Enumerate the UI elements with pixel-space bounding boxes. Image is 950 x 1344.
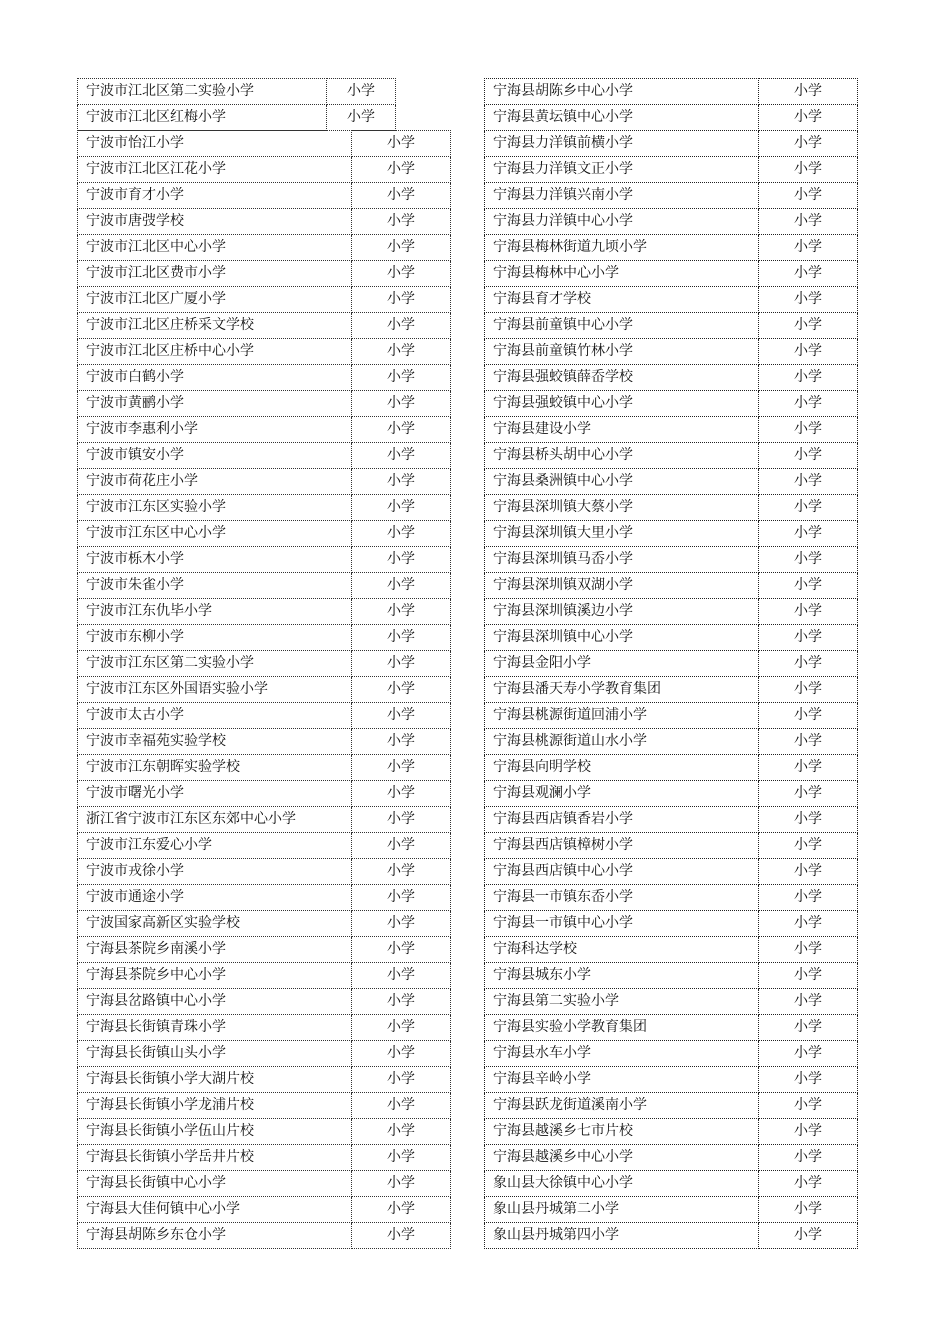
school-name-cell: 宁海县长街镇中心小学	[78, 1171, 352, 1197]
school-type-cell: 小学	[759, 625, 858, 651]
school-name-cell: 宁海县深圳镇双湖小学	[485, 573, 759, 599]
table-row	[485, 235, 858, 261]
table-row	[485, 1197, 858, 1223]
table-row	[485, 313, 858, 339]
school-name-cell: 宁波市曙光小学	[78, 781, 352, 807]
school-type-cell: 小学	[759, 209, 858, 235]
school-type-cell: 小学	[759, 131, 858, 157]
school-name-cell: 宁海县前童镇竹林小学	[485, 339, 759, 365]
school-type-cell: 小学	[759, 1041, 858, 1067]
table-row	[78, 1119, 451, 1145]
school-name-cell: 宁海县茶院乡中心小学	[78, 963, 352, 989]
school-type-cell: 小学	[352, 885, 451, 911]
school-name-cell: 宁海县实验小学教育集团	[485, 1015, 759, 1041]
right-school-table	[484, 78, 858, 1249]
table-row	[485, 1067, 858, 1093]
table-row	[78, 521, 451, 547]
school-name-cell: 宁海县梅林中心小学	[485, 261, 759, 287]
table-row	[78, 937, 451, 963]
school-name-cell: 宁海县西店镇中心小学	[485, 859, 759, 885]
school-name-cell: 宁波市荷花庄小学	[78, 469, 352, 495]
school-name-cell: 宁波市江东仇毕小学	[78, 599, 352, 625]
school-name-cell: 宁海县一市镇东岙小学	[485, 885, 759, 911]
school-type-cell: 小学	[759, 287, 858, 313]
left-school-body	[78, 131, 451, 1249]
table-row	[485, 703, 858, 729]
school-type-cell: 小学	[759, 235, 858, 261]
table-row	[78, 209, 451, 235]
school-name-cell: 宁波市幸福苑实验学校	[78, 729, 352, 755]
school-name-cell: 宁波市朱雀小学	[78, 573, 352, 599]
school-type-cell: 小学	[759, 1171, 858, 1197]
school-name-cell: 象山县丹城第二小学	[485, 1197, 759, 1223]
table-row	[485, 521, 858, 547]
table-row	[78, 235, 451, 261]
table-row	[485, 365, 858, 391]
school-name-cell: 宁波市江东区中心小学	[78, 521, 352, 547]
table-row	[78, 313, 451, 339]
table-row	[485, 261, 858, 287]
school-type-cell: 小学	[759, 469, 858, 495]
table-row	[485, 1041, 858, 1067]
school-type-cell: 小学	[352, 469, 451, 495]
table-row	[78, 781, 451, 807]
school-type-cell: 小学	[759, 729, 858, 755]
table-row	[78, 703, 451, 729]
table-row	[78, 79, 396, 105]
school-name-cell: 宁海县长街镇小学龙浦片校	[78, 1093, 352, 1119]
school-type-cell: 小学	[352, 833, 451, 859]
table-row	[485, 209, 858, 235]
school-name-cell: 宁海县力洋镇前横小学	[485, 131, 759, 157]
school-name-cell: 象山县大徐镇中心小学	[485, 1171, 759, 1197]
school-name-cell: 宁海县深圳镇溪边小学	[485, 599, 759, 625]
table-row	[78, 131, 451, 157]
table-row	[485, 1093, 858, 1119]
left-school-table	[77, 130, 451, 1249]
school-type-cell: 小学	[352, 183, 451, 209]
school-type-cell: 小学	[759, 703, 858, 729]
school-type-cell: 小学	[759, 911, 858, 937]
school-name-cell: 宁波市江北区第二实验小学	[78, 79, 327, 105]
school-name-cell: 宁波市江北区庄桥中心小学	[78, 339, 352, 365]
left-header-table	[77, 78, 396, 131]
school-name-cell: 宁海县胡陈乡东仓小学	[78, 1223, 352, 1249]
school-name-cell: 宁海县深圳镇马岙小学	[485, 547, 759, 573]
school-name-cell: 宁海县力洋镇兴南小学	[485, 183, 759, 209]
school-type-cell: 小学	[352, 859, 451, 885]
school-type-cell: 小学	[759, 963, 858, 989]
school-name-cell: 宁波市通途小学	[78, 885, 352, 911]
school-type-cell: 小学	[759, 781, 858, 807]
school-name-cell: 宁波市江北区广厦小学	[78, 287, 352, 313]
right-school-body	[485, 79, 858, 1249]
table-row	[78, 157, 451, 183]
table-row	[78, 599, 451, 625]
table-row	[78, 1015, 451, 1041]
table-row	[485, 573, 858, 599]
table-row	[485, 391, 858, 417]
school-type-cell: 小学	[759, 183, 858, 209]
school-type-cell: 小学	[352, 1041, 451, 1067]
school-type-cell: 小学	[759, 1067, 858, 1093]
school-name-cell: 宁波市江北区江花小学	[78, 157, 352, 183]
school-type-cell: 小学	[352, 1171, 451, 1197]
school-name-cell: 宁波国家高新区实验学校	[78, 911, 352, 937]
school-name-cell: 宁海县力洋镇文正小学	[485, 157, 759, 183]
school-name-cell: 宁海县西店镇樟树小学	[485, 833, 759, 859]
school-name-cell: 宁海县大佳何镇中心小学	[78, 1197, 352, 1223]
table-row	[78, 469, 451, 495]
school-type-cell: 小学	[352, 729, 451, 755]
school-name-cell: 宁波市江东区外国语实验小学	[78, 677, 352, 703]
school-name-cell: 宁海县向明学校	[485, 755, 759, 781]
table-row	[78, 1223, 451, 1249]
table-row	[485, 651, 858, 677]
school-type-cell: 小学	[352, 157, 451, 183]
table-row	[485, 417, 858, 443]
school-type-cell: 小学	[759, 105, 858, 131]
school-type-cell: 小学	[759, 1223, 858, 1249]
school-type-cell: 小学	[352, 651, 451, 677]
school-type-cell: 小学	[759, 885, 858, 911]
school-name-cell: 宁海县桑洲镇中心小学	[485, 469, 759, 495]
school-name-cell: 宁海县城东小学	[485, 963, 759, 989]
school-name-cell: 宁海县胡陈乡中心小学	[485, 79, 759, 105]
table-row	[485, 833, 858, 859]
table-row	[485, 781, 858, 807]
school-type-cell: 小学	[759, 417, 858, 443]
table-row	[485, 1119, 858, 1145]
table-row	[78, 963, 451, 989]
table-row	[485, 1223, 858, 1249]
left-header-body	[78, 79, 396, 131]
school-type-cell: 小学	[352, 807, 451, 833]
table-row	[485, 859, 858, 885]
school-name-cell: 宁海县桥头胡中心小学	[485, 443, 759, 469]
school-type-cell: 小学	[352, 573, 451, 599]
table-row	[485, 677, 858, 703]
school-name-cell: 宁波市戎徐小学	[78, 859, 352, 885]
table-row	[78, 287, 451, 313]
school-type-cell: 小学	[352, 313, 451, 339]
school-name-cell: 宁海县辛岭小学	[485, 1067, 759, 1093]
table-row	[485, 547, 858, 573]
table-row	[78, 651, 451, 677]
school-name-cell: 宁波市黄鹂小学	[78, 391, 352, 417]
school-type-cell: 小学	[352, 989, 451, 1015]
school-name-cell: 宁海县深圳镇中心小学	[485, 625, 759, 651]
school-name-cell: 宁波市江东区第二实验小学	[78, 651, 352, 677]
school-name-cell: 宁海县越溪乡七市片校	[485, 1119, 759, 1145]
table-row	[485, 183, 858, 209]
school-name-cell: 宁波市江北区中心小学	[78, 235, 352, 261]
school-type-cell: 小学	[352, 599, 451, 625]
school-type-cell: 小学	[352, 1067, 451, 1093]
school-name-cell: 宁海县深圳镇大蔡小学	[485, 495, 759, 521]
table-row	[78, 729, 451, 755]
table-row	[78, 547, 451, 573]
table-row	[78, 495, 451, 521]
school-type-cell: 小学	[352, 911, 451, 937]
school-type-cell: 小学	[352, 1223, 451, 1249]
school-type-cell: 小学	[759, 1119, 858, 1145]
school-type-cell: 小学	[352, 703, 451, 729]
school-type-cell: 小学	[352, 1093, 451, 1119]
school-name-cell: 宁波市东柳小学	[78, 625, 352, 651]
school-name-cell: 宁海县长街镇小学岳井片校	[78, 1145, 352, 1171]
school-name-cell: 宁海县越溪乡中心小学	[485, 1145, 759, 1171]
table-row	[78, 677, 451, 703]
table-row	[78, 1093, 451, 1119]
school-type-cell: 小学	[759, 391, 858, 417]
school-type-cell: 小学	[759, 573, 858, 599]
school-type-cell: 小学	[759, 937, 858, 963]
school-name-cell: 宁海科达学校	[485, 937, 759, 963]
school-name-cell: 宁波市江东区实验小学	[78, 495, 352, 521]
school-name-cell: 宁波市江东爱心小学	[78, 833, 352, 859]
table-row	[78, 1145, 451, 1171]
school-name-cell: 宁波市镇安小学	[78, 443, 352, 469]
school-name-cell: 宁波市太古小学	[78, 703, 352, 729]
school-name-cell: 宁海县桃源街道山水小学	[485, 729, 759, 755]
school-type-cell: 小学	[352, 521, 451, 547]
table-row	[78, 1067, 451, 1093]
school-name-cell: 宁海县第二实验小学	[485, 989, 759, 1015]
table-row	[485, 625, 858, 651]
table-row	[485, 599, 858, 625]
school-type-cell: 小学	[352, 625, 451, 651]
school-name-cell: 宁海县长街镇小学伍山片校	[78, 1119, 352, 1145]
school-type-cell: 小学	[759, 599, 858, 625]
school-type-cell: 小学	[759, 79, 858, 105]
school-name-cell: 宁波市江东朝晖实验学校	[78, 755, 352, 781]
table-row	[485, 937, 858, 963]
school-name-cell: 宁海县黄坛镇中心小学	[485, 105, 759, 131]
school-type-cell: 小学	[352, 1145, 451, 1171]
school-name-cell: 宁海县长街镇山头小学	[78, 1041, 352, 1067]
table-row	[485, 807, 858, 833]
table-row	[485, 105, 858, 131]
school-type-cell: 小学	[759, 443, 858, 469]
table-row	[78, 859, 451, 885]
table-row	[485, 339, 858, 365]
school-name-cell: 宁海县强蛟镇薛岙学校	[485, 365, 759, 391]
school-type-cell: 小学	[352, 781, 451, 807]
table-row	[485, 157, 858, 183]
school-name-cell: 宁波市江北区红梅小学	[78, 105, 327, 131]
table-row	[485, 755, 858, 781]
school-type-cell: 小学	[352, 287, 451, 313]
school-name-cell: 宁海县梅林街道九顷小学	[485, 235, 759, 261]
school-type-cell: 小学	[759, 833, 858, 859]
table-row	[78, 885, 451, 911]
school-type-cell: 小学	[759, 313, 858, 339]
table-row	[485, 495, 858, 521]
school-type-cell: 小学	[352, 1015, 451, 1041]
school-type-cell: 小学	[759, 1015, 858, 1041]
school-name-cell: 宁海县一市镇中心小学	[485, 911, 759, 937]
table-row	[78, 833, 451, 859]
school-name-cell: 宁波市李惠利小学	[78, 417, 352, 443]
school-type-cell: 小学	[352, 261, 451, 287]
table-row	[78, 339, 451, 365]
school-name-cell: 宁海县长街镇青珠小学	[78, 1015, 352, 1041]
table-row	[485, 131, 858, 157]
school-type-cell: 小学	[352, 131, 451, 157]
school-type-cell: 小学	[759, 521, 858, 547]
table-row	[78, 1041, 451, 1067]
school-type-cell: 小学	[759, 989, 858, 1015]
table-row	[78, 1171, 451, 1197]
table-row	[78, 989, 451, 1015]
school-type-cell: 小学	[759, 495, 858, 521]
school-type-cell: 小学	[759, 365, 858, 391]
school-name-cell: 宁波市江北区费市小学	[78, 261, 352, 287]
school-name-cell: 宁海县强蛟镇中心小学	[485, 391, 759, 417]
table-row	[78, 391, 451, 417]
school-name-cell: 宁海县水车小学	[485, 1041, 759, 1067]
school-type-cell: 小学	[759, 261, 858, 287]
school-name-cell: 宁海县深圳镇大里小学	[485, 521, 759, 547]
table-row	[78, 1197, 451, 1223]
table-row	[78, 261, 451, 287]
table-row	[78, 443, 451, 469]
school-type-cell: 小学	[352, 1197, 451, 1223]
table-row	[485, 287, 858, 313]
table-row	[78, 105, 396, 131]
school-name-cell: 宁海县力洋镇中心小学	[485, 209, 759, 235]
school-type-cell: 小学	[352, 209, 451, 235]
table-row	[485, 469, 858, 495]
school-type-cell: 小学	[327, 105, 396, 131]
school-type-cell: 小学	[759, 157, 858, 183]
school-type-cell: 小学	[352, 937, 451, 963]
school-type-cell: 小学	[352, 235, 451, 261]
school-type-cell: 小学	[759, 339, 858, 365]
school-type-cell: 小学	[352, 547, 451, 573]
school-name-cell: 宁海县建设小学	[485, 417, 759, 443]
school-type-cell: 小学	[759, 547, 858, 573]
table-row	[485, 79, 858, 105]
table-row	[485, 1015, 858, 1041]
table-row	[485, 1145, 858, 1171]
table-row	[485, 885, 858, 911]
table-row	[78, 911, 451, 937]
school-type-cell: 小学	[759, 677, 858, 703]
school-type-cell: 小学	[352, 339, 451, 365]
school-name-cell: 宁波市白鹤小学	[78, 365, 352, 391]
table-row	[485, 443, 858, 469]
school-name-cell: 象山县丹城第四小学	[485, 1223, 759, 1249]
school-type-cell: 小学	[352, 1119, 451, 1145]
school-type-cell: 小学	[759, 1145, 858, 1171]
school-name-cell: 宁海县茶院乡南溪小学	[78, 937, 352, 963]
table-row	[78, 625, 451, 651]
school-type-cell: 小学	[352, 417, 451, 443]
table-row	[485, 911, 858, 937]
school-name-cell: 宁波市栎木小学	[78, 547, 352, 573]
school-name-cell: 宁海县岔路镇中心小学	[78, 989, 352, 1015]
school-type-cell: 小学	[327, 79, 396, 105]
table-row	[485, 1171, 858, 1197]
table-row	[485, 989, 858, 1015]
school-type-cell: 小学	[759, 755, 858, 781]
table-row	[78, 573, 451, 599]
school-type-cell: 小学	[352, 755, 451, 781]
school-name-cell: 浙江省宁波市江东区东郊中心小学	[78, 807, 352, 833]
table-row	[78, 807, 451, 833]
school-type-cell: 小学	[352, 963, 451, 989]
school-name-cell: 宁海县金阳小学	[485, 651, 759, 677]
school-type-cell: 小学	[352, 365, 451, 391]
school-name-cell: 宁波市江北区庄桥采文学校	[78, 313, 352, 339]
table-row	[78, 755, 451, 781]
school-type-cell: 小学	[352, 391, 451, 417]
school-type-cell: 小学	[759, 1093, 858, 1119]
table-row	[78, 183, 451, 209]
table-row	[485, 963, 858, 989]
school-name-cell: 宁海县桃源街道回浦小学	[485, 703, 759, 729]
school-name-cell: 宁海县长街镇小学大湖片校	[78, 1067, 352, 1093]
school-name-cell: 宁海县跃龙街道溪南小学	[485, 1093, 759, 1119]
school-type-cell: 小学	[759, 859, 858, 885]
table-row	[485, 729, 858, 755]
table-row	[78, 417, 451, 443]
school-name-cell: 宁海县前童镇中心小学	[485, 313, 759, 339]
school-type-cell: 小学	[759, 1197, 858, 1223]
school-type-cell: 小学	[759, 651, 858, 677]
school-type-cell: 小学	[352, 677, 451, 703]
school-name-cell: 宁波市怡江小学	[78, 131, 352, 157]
school-name-cell: 宁海县育才学校	[485, 287, 759, 313]
school-name-cell: 宁海县观澜小学	[485, 781, 759, 807]
school-name-cell: 宁波市育才小学	[78, 183, 352, 209]
school-name-cell: 宁海县潘天寿小学教育集团	[485, 677, 759, 703]
school-name-cell: 宁波市唐弢学校	[78, 209, 352, 235]
school-type-cell: 小学	[352, 495, 451, 521]
school-name-cell: 宁海县西店镇香岩小学	[485, 807, 759, 833]
school-type-cell: 小学	[352, 443, 451, 469]
table-row	[78, 365, 451, 391]
school-type-cell: 小学	[759, 807, 858, 833]
